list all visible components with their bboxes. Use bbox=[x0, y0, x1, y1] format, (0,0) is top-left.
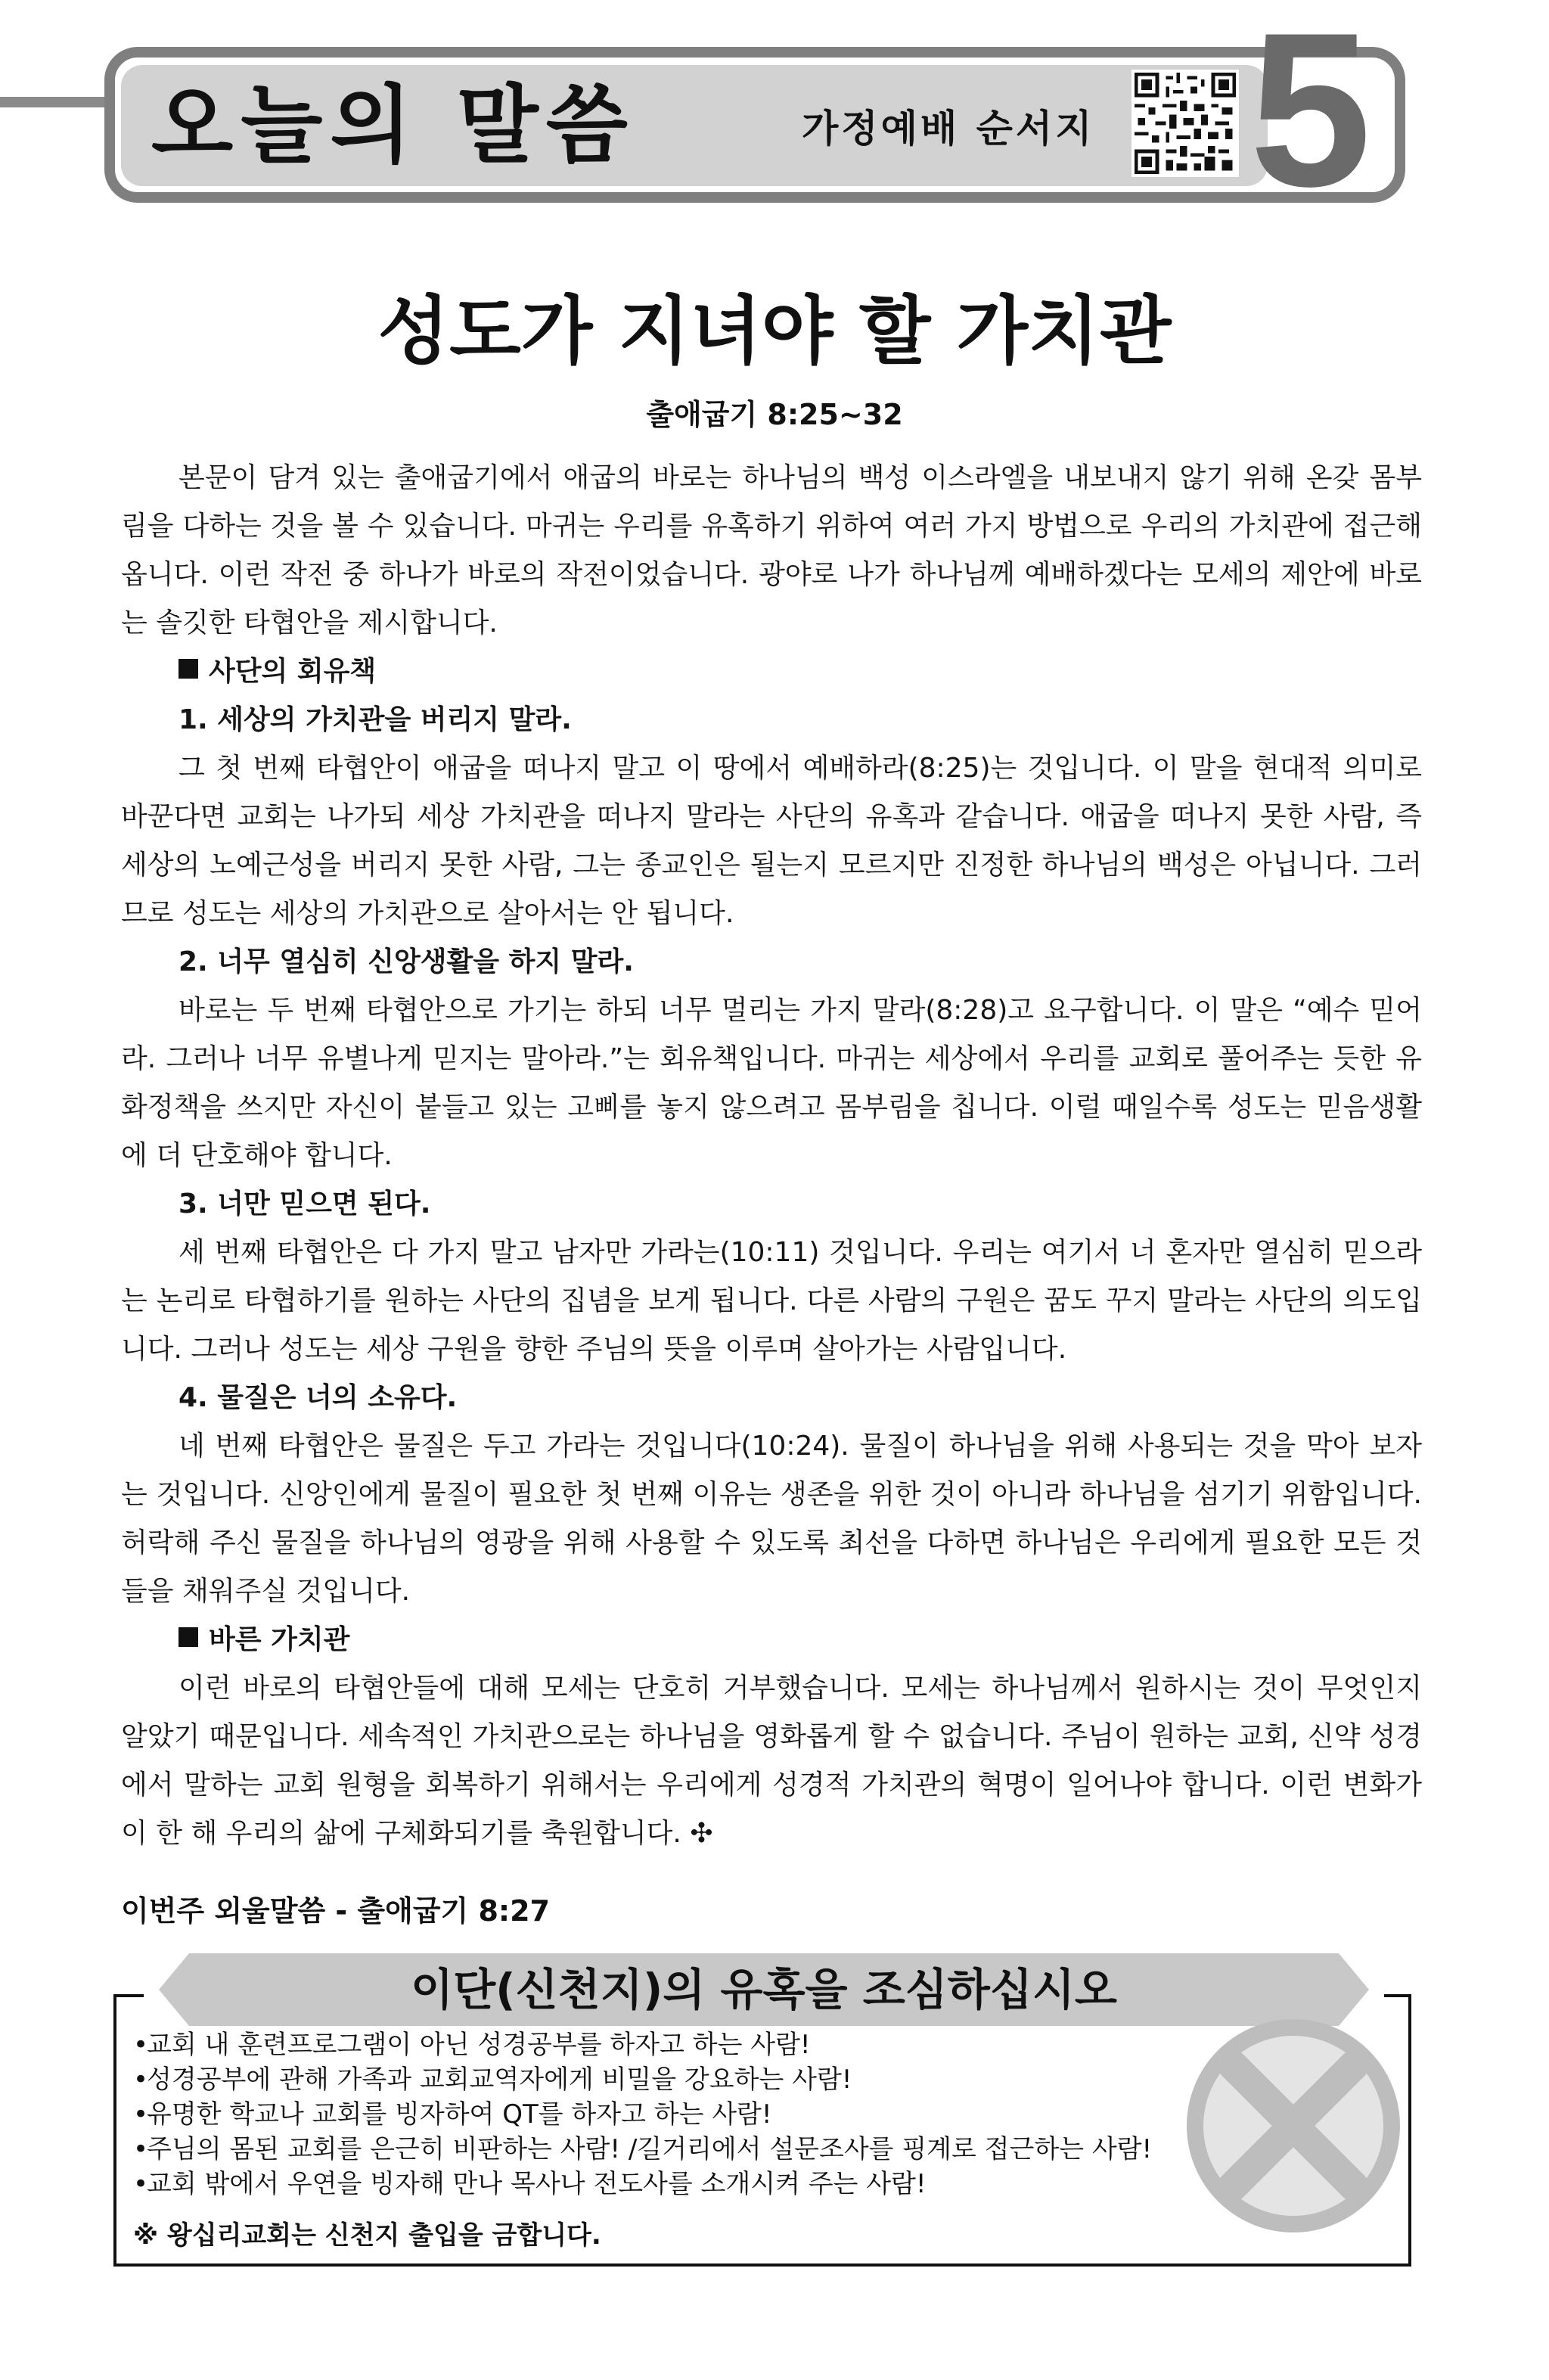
end-ornament-icon: ✣ bbox=[690, 1818, 713, 1849]
header-subtitle: 가정예배 순서지 bbox=[802, 107, 1095, 151]
page-number: 5 bbox=[1249, 0, 1372, 232]
warning-list bbox=[133, 2027, 1374, 2201]
header-title: 오늘의 말씀 bbox=[151, 76, 635, 175]
section-heading: 사단의 회유책 bbox=[121, 648, 1422, 696]
warning-note: ※ 왕십리교회는 신천지 출입을 금합니다. bbox=[133, 2220, 601, 2251]
point-title: 4. 물질은 너의 소유다. bbox=[178, 1382, 458, 1413]
list-item: •성경공부에 관해 가족과 교회교역자에게 비밀을 강요하는 사람! bbox=[133, 2065, 852, 2095]
warning-title: 이단(신천지)의 유혹을 조심하십시오 bbox=[411, 1964, 1117, 2015]
point-title: 2. 너무 열심히 신앙생활을 하지 말라. bbox=[178, 946, 634, 977]
sermon-title: 성도가 지녀야 할 가치관 bbox=[377, 288, 1172, 374]
scripture-reference: 출애굽기 8:25~32 bbox=[646, 398, 903, 431]
closing-paragraph: 이런 바로의 타협안들에 대해 모세는 단호히 거부했습니다. 모세는 하나님께서 원하시는 것이 무엇인지 알았기 때문입니다. 세속적인 가치관으로는 하나님을 영화롭게 할 수 없습니다. 주님이 원하는 교회, 신약 성경에서 말하는 교회 원형을 회복하기 위해서는 우리에게 성경적 가치관의 혁명이 일어나야 합니다. 이런 변화가 이 한 해 우리의 삶에 구체화되기를 축원합니다. ✣ bbox=[121, 1673, 1422, 1849]
point-title: 3. 너만 믿으면 된다. bbox=[178, 1188, 431, 1220]
point-paragraph: 바로는 두 번째 타협안으로 가기는 하되 너무 멀리는 가지 말라(8:28)고 요구합니다. 이 말은 “예수 믿어라. 그러나 너무 유별나게 믿지는 말아라.”는 회유책입니다. 마귀는 세상에서 우리를 교회로 풀어주는 듯한 유화정책을 쓰지만 자신이 붙들고 있는 고삐를 놓지 않으려고 몸부림을 칩니다. 이럴 때일수록 성도는 믿음생활에 더 단호해야 합니다. bbox=[121, 995, 1422, 1171]
point-paragraph: 그 첫 번째 타협안이 애굽을 떠나지 말고 이 땅에서 예배하라(8:25)는 것입니다. 이 말을 현대적 의미로 바꾼다면 교회는 나가되 세상 가치관을 떠나지 말라는 사단의 유혹과 같습니다. 애굽을 떠나지 못한 사람, 즉 세상의 노예근성을 버리지 못한 사람, 그는 종교인은 될는지 모르지만 진정한 하나님의 백성은 아닙니다. 그러므로 성도는 세상의 가치관으로 살아서는 안 됩니다. bbox=[121, 753, 1422, 929]
point-title: 1. 세상의 가치관을 버리지 말라. bbox=[178, 704, 572, 735]
section-heading: 바른 가치관 bbox=[121, 1616, 1422, 1664]
square-bullet-icon bbox=[178, 1627, 198, 1647]
list-item: •교회 내 훈련프로그램이 아닌 성경공부를 하자고 하는 사람! bbox=[133, 2030, 811, 2060]
square-bullet-icon bbox=[178, 659, 198, 679]
sermon-body bbox=[121, 454, 1422, 1858]
point-paragraph: 네 번째 타협안은 물질은 두고 가라는 것입니다(10:24). 물질이 하나님을 위해 사용되는 것을 막아 보자는 것입니다. 신앙인에게 물질이 필요한 첫 번째 이유는 생존을 위한 것이 아니라 하나님을 섬기기 위함입니다. 허락해 주신 물질을 하나님의 영광을 위해 사용할 수 있도록 최선을 다하면 하나님은 우리에게 필요한 모든 것들을 채워주실 것입니다. bbox=[121, 1431, 1422, 1607]
list-item: •주님의 몸된 교회를 은근히 비판하는 사람! /길거리에서 설문조사를 핑계로 접근하는 사람! bbox=[133, 2134, 1153, 2164]
qr-code-icon bbox=[1131, 70, 1239, 177]
list-item: •교회 밖에서 우연을 빙자해 만나 목사나 전도사를 소개시켜 주는 사람! bbox=[133, 2169, 927, 2199]
intro-paragraph: 본문이 담겨 있는 출애굽기에서 애굽의 바로는 하나님의 백성 이스라엘을 내보내지 않기 위해 온갖 몸부림을 다하는 것을 볼 수 있습니다. 마귀는 우리를 유혹하기 위하여 여러 가지 방법으로 우리의 가치관에 접근해 옵니다. 이런 작전 중 하나가 바로의 작전이었습니다. 광야로 나가 하나님께 예배하겠다는 모세의 제안에 바로는 솔깃한 타협안을 제시합니다. bbox=[121, 462, 1422, 638]
memory-verse: 이번주 외울말씀 - 출애굽기 8:27 bbox=[121, 1894, 550, 1928]
point-paragraph: 세 번째 타협안은 다 가지 말고 남자만 가라는(10:11) 것입니다. 우리는 여기서 너 혼자만 열심히 믿으라는 논리로 타협하기를 원하는 사단의 집념을 보게 됩니다. 다른 사람의 구원은 꿈도 꾸지 말라는 사단의 의도입니다. 그러나 성도는 세상 구원을 향한 주님의 뜻을 이루며 살아가는 사람입니다. bbox=[121, 1237, 1422, 1365]
list-item: •유명한 학교나 교회를 빙자하여 QT를 하자고 하는 사람! bbox=[133, 2099, 772, 2130]
